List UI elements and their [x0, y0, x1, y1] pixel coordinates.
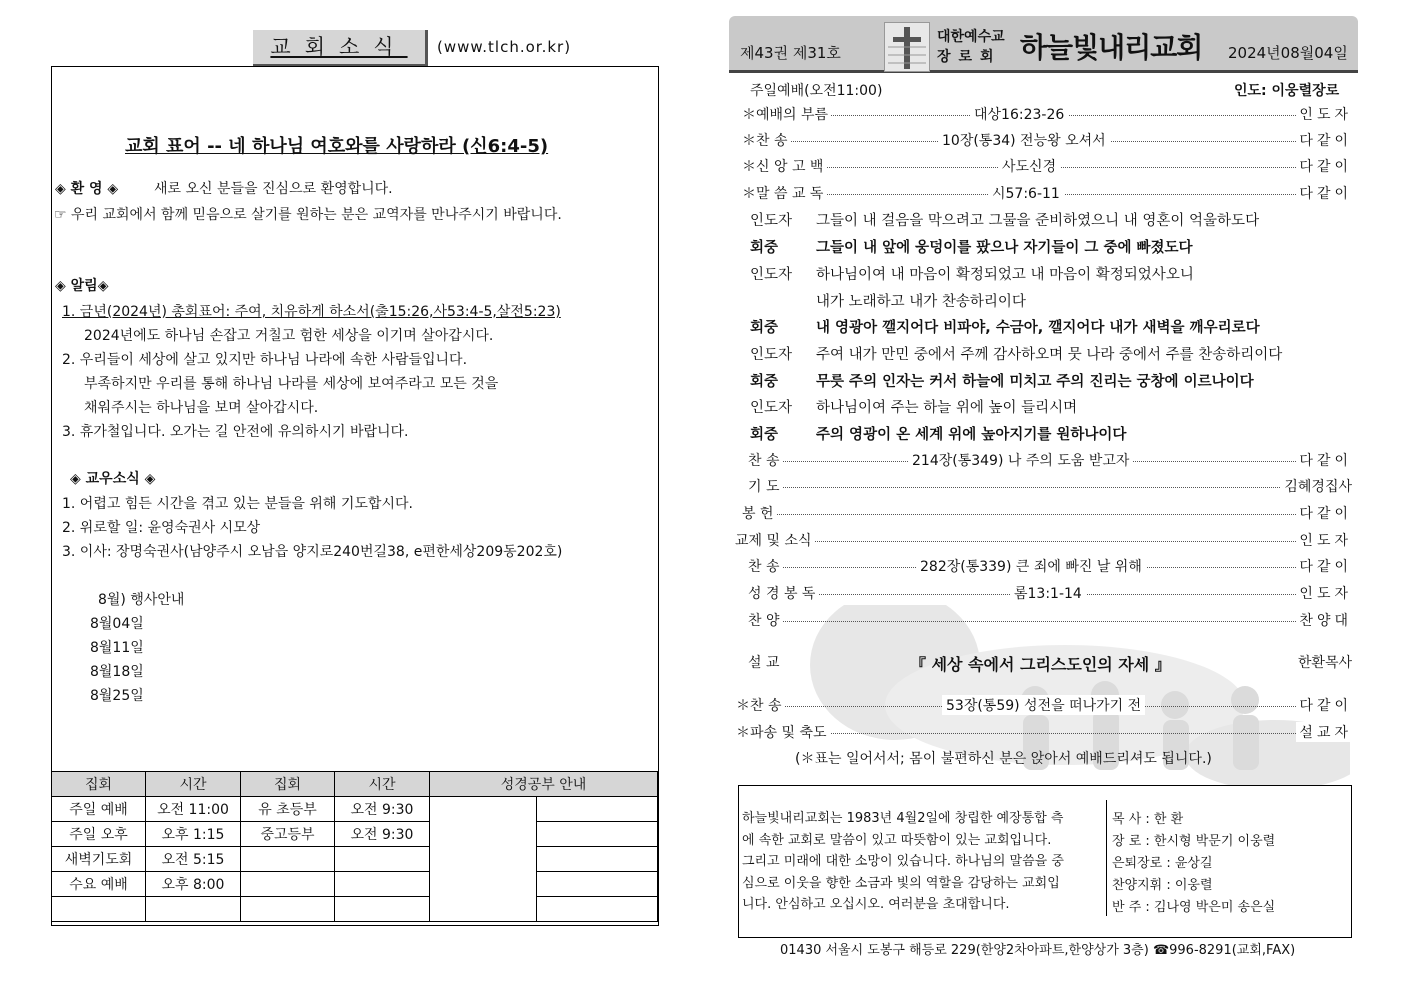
worship-order-row — [748, 450, 1352, 470]
table-cell — [52, 897, 146, 922]
table-cell: 주일 오후 — [52, 822, 146, 847]
table-cell — [335, 872, 430, 897]
intro-line: 그리고 미래에 대한 소망이 있습니다. 하나님의 말씀을 중 — [742, 854, 1064, 869]
notice-item: 부족하지만 우리를 통해 하나님 나라를 세상에 보여주라고 모든 것을 — [84, 376, 499, 392]
order-label: 기 도 — [748, 476, 783, 496]
table-cell — [335, 847, 430, 872]
column-header: 시간 — [146, 772, 241, 797]
order-person: 인도자 — [1296, 530, 1352, 550]
order-content: 10장(통34) 전능왕 오셔서 — [938, 130, 1110, 150]
service-leader: 인도: 이웅렬장로 — [1234, 83, 1340, 99]
bible-study-cell — [537, 822, 658, 847]
intro-line: 하늘빛내리교회는 1983년 4월2일에 창립한 예장통합 측 — [742, 811, 1064, 826]
order-content: 282장(통339) 큰 죄에 빠진 날 위해 — [916, 556, 1146, 576]
table-row — [52, 797, 658, 822]
events-heading: 8월) 행사안내 — [98, 592, 185, 608]
staff-line: 목 사 : 한 환 — [1112, 812, 1184, 827]
responsive-line — [750, 290, 1026, 311]
worship-order-row — [748, 476, 1352, 496]
table-cell: 유 초등부 — [241, 797, 335, 822]
order-label: 성 경 봉 독 — [748, 583, 818, 603]
denomination-line-1: 대한예수교 — [937, 29, 1005, 45]
table-row — [52, 822, 658, 847]
preacher: 한환목사 — [1297, 655, 1352, 671]
reader-role: 회중 — [750, 427, 779, 443]
standing-note: (＊표는 일어서서; 몸이 불편하신 분은 앉아서 예배드리셔도 됩니다.) — [795, 751, 1212, 767]
order-person: 다같이 — [1296, 130, 1352, 150]
church-introduction — [742, 808, 1100, 916]
order-person: 인도자 — [1296, 583, 1352, 603]
table-header-row — [52, 772, 658, 797]
sermon-title: 『 세상 속에서 그리스도인의 자세 』 — [910, 655, 1171, 674]
intro-line: 니다. 안심하고 오십시오. 여러분을 초대합니다. — [742, 897, 1010, 912]
order-label: 찬 송 — [748, 450, 783, 470]
column-header: 집회 — [241, 772, 335, 797]
member-news-item: 1. 어렵고 힘든 시간을 겪고 있는 분들을 위해 기도합시다. — [62, 496, 413, 512]
table-row — [52, 872, 658, 897]
notice-item: 채워주시는 하나님을 보며 살아갑시다. — [84, 400, 319, 416]
reading-text: 그들이 내 걸음을 막으려고 그물을 준비하였으니 내 영혼이 억울하도다 — [816, 213, 1260, 229]
bible-study-cell — [430, 797, 537, 922]
bible-study-cell — [537, 797, 658, 822]
responsive-line — [750, 209, 1259, 230]
order-content: 롬13:1-14 — [1010, 583, 1086, 603]
order-content: 사도신경 — [998, 156, 1060, 176]
worship-order-row — [742, 156, 1352, 176]
order-label: 봉 헌 — [742, 503, 777, 523]
staff-line: 찬양지휘 : 이웅렬 — [1112, 878, 1213, 893]
intro-line: 심으로 이웃을 향한 소금과 빛의 역할을 감당하는 교회입 — [742, 875, 1060, 891]
order-content: 시57:6-11 — [988, 183, 1064, 203]
volume-number: 제43권 제31호 — [740, 44, 841, 62]
sermon-row — [748, 652, 1352, 672]
table-cell: 오전 9:30 — [335, 797, 430, 822]
responsive-line — [750, 396, 1077, 417]
order-content: 53장(통59) 성전을 떠나가기 전 — [942, 695, 1145, 715]
reading-text: 그들이 내 앞에 웅덩이를 팠으나 자기들이 그 중에 빠졌도다 — [816, 240, 1193, 256]
bible-study-cell — [537, 872, 658, 897]
order-person: 김혜경집사 — [1281, 476, 1352, 496]
member-news-item: 3. 이사: 장명숙권사(남양주시 오남읍 양지로240번길38, e편한세상209동202호) — [62, 544, 563, 560]
table-cell — [146, 897, 241, 922]
table-cell — [241, 847, 335, 872]
church-url: (www.tlch.or.kr) — [437, 38, 572, 56]
order-label: 찬 양 — [748, 610, 783, 630]
order-label: 찬 송 — [748, 556, 783, 576]
welcome-note: ☞ 우리 교회에서 함께 믿음으로 살기를 원하는 분은 교역자를 만나주시기 바랍니다. — [54, 207, 562, 223]
worship-order-row — [748, 583, 1352, 603]
notice-heading: ◈ 알림◈ — [55, 278, 109, 294]
reading-text: 하나님이여 내 마음이 확정되었고 내 마음이 확정되었사오니 — [816, 267, 1194, 283]
reader-role: 회중 — [750, 320, 779, 336]
reader-role: 인도자 — [750, 213, 793, 229]
staff-line: 은퇴장로 : 윤상길 — [1112, 856, 1213, 871]
table-cell — [241, 872, 335, 897]
header-divider — [729, 70, 1358, 73]
reader-role: 인도자 — [750, 347, 793, 363]
table-cell: 중고등부 — [241, 822, 335, 847]
order-label: 교제 및 소식 — [735, 530, 815, 550]
table-cell: 오후 8:00 — [146, 872, 241, 897]
denomination-line-2: 장로회 — [937, 49, 1002, 65]
order-person: 찬양대 — [1296, 610, 1352, 630]
worship-order-row — [736, 722, 1352, 742]
order-label: ＊찬 송 — [736, 695, 785, 715]
order-person: 다같이 — [1296, 503, 1352, 523]
cross-icon — [885, 23, 929, 71]
reading-text: 주의 영광이 온 세계 위에 높아지기를 원하나이다 — [816, 427, 1127, 443]
worship-order-row — [735, 530, 1352, 550]
reader-role: 회중 — [750, 374, 779, 390]
table-cell: 오전 5:15 — [146, 847, 241, 872]
order-content: 대상16:23-26 — [970, 104, 1068, 124]
worship-order-row — [742, 183, 1352, 203]
responsive-line — [750, 370, 1254, 391]
church-address: 01430 서울시 도봉구 해등로 229(한양2차아파트,한양상가 3층) ☎996-8291(교회,FAX) — [780, 943, 1296, 958]
worship-order-row — [742, 104, 1352, 124]
table-cell: 오전 9:30 — [335, 822, 430, 847]
responsive-line — [750, 343, 1282, 364]
order-person: 설교자 — [1296, 722, 1352, 742]
reading-text: 내 영광아 깰지어다 비파야, 수금아, 깰지어다 내가 새벽을 깨우리로다 — [816, 320, 1260, 336]
welcome-heading: ◈ 환 영 ◈ — [55, 181, 119, 197]
worship-order-row — [742, 130, 1352, 150]
bulletin-date: 2024년08월04일 — [1228, 44, 1348, 62]
order-label: 설 교 — [748, 655, 780, 671]
event-date: 8월25일 — [90, 688, 144, 704]
table-cell: 수요 예배 — [52, 872, 146, 897]
bible-study-cell — [537, 847, 658, 872]
table-cell: 오후 1:15 — [146, 822, 241, 847]
table-cell: 오전 11:00 — [146, 797, 241, 822]
notice-item: 1. 금년(2024년) 총회표어: 주여, 치유하게 하소서(출15:26,사53:4-5,살전5:23) — [62, 304, 561, 320]
staff-line: 반 주 : 김나영 박은미 송은실 — [1112, 900, 1276, 915]
reading-text: 무릇 주의 인자는 커서 하늘에 미치고 주의 진리는 궁창에 이르나이다 — [816, 374, 1254, 390]
reading-text: 주여 내가 만민 중에서 주께 감사하오며 뭇 나라 중에서 주를 찬송하리이다 — [816, 347, 1283, 363]
order-label: ＊신 앙 고 백 — [742, 156, 826, 176]
column-header: 시간 — [335, 772, 430, 797]
reading-text: 내가 노래하고 내가 찬송하리이다 — [816, 294, 1026, 310]
reader-role: 인도자 — [750, 400, 793, 416]
reading-text: 하나님이여 주는 하늘 위에 높이 들리시며 — [816, 400, 1078, 416]
worship-order-row — [736, 695, 1352, 715]
order-label: ＊말 씀 교 독 — [742, 183, 826, 203]
bible-study-cell — [537, 897, 658, 922]
staff-line: 장 로 : 한시형 박문기 이웅렬 — [1112, 834, 1276, 849]
order-label: ＊찬 송 — [742, 130, 791, 150]
order-person: 인도자 — [1296, 104, 1352, 124]
church-name: 하늘빛내리교회 — [1020, 31, 1203, 64]
worship-order-row — [748, 556, 1352, 576]
reader-role: 인도자 — [750, 267, 793, 283]
order-person: 다같이 — [1296, 156, 1352, 176]
responsive-line — [750, 236, 1193, 257]
member-news-heading: ◈ 교우소식 ◈ — [70, 471, 156, 487]
table-cell — [335, 897, 430, 922]
event-date: 8월04일 — [90, 616, 144, 632]
notice-item: 2. 우리들이 세상에 살고 있지만 하나님 나라에 속한 사람들입니다. — [62, 352, 468, 368]
meeting-schedule-table — [51, 771, 658, 922]
event-date: 8월11일 — [90, 640, 144, 656]
notice-item: 3. 휴가철입니다. 오가는 길 안전에 유의하시기 바랍니다. — [62, 424, 409, 440]
order-person: 다같이 — [1296, 183, 1352, 203]
notice-item: 2024년에도 하나님 손잡고 거칠고 험한 세상을 이기며 살아갑시다. — [84, 328, 494, 344]
order-label: ＊파송 및 축도 — [736, 722, 830, 742]
responsive-line — [750, 263, 1194, 284]
responsive-line — [750, 316, 1260, 337]
worship-order-row — [742, 503, 1352, 523]
event-date: 8월18일 — [90, 664, 144, 680]
service-title: 주일예배(오전11:00) — [750, 83, 883, 99]
cross-logo — [884, 22, 930, 72]
order-content: 214장(통349) 나 주의 도움 받고자 — [908, 450, 1133, 470]
order-person: 다같이 — [1296, 695, 1352, 715]
table-row — [52, 897, 658, 922]
table-row — [52, 847, 658, 872]
reader-role: 회중 — [750, 240, 779, 256]
order-person: 다같이 — [1296, 450, 1352, 470]
intro-line: 에 속한 교회로 말씀이 있고 따뜻함이 있는 교회입니다. — [742, 832, 1052, 848]
news-section-title: 교회소식 — [253, 30, 428, 67]
table-cell: 주일 예배 — [52, 797, 146, 822]
order-person: 다같이 — [1296, 556, 1352, 576]
info-divider — [1106, 800, 1107, 916]
responsive-line — [750, 423, 1126, 444]
welcome-text: 새로 오신 분들을 진심으로 환영합니다. — [154, 181, 393, 197]
table-cell: 새벽기도회 — [52, 847, 146, 872]
column-header: 집회 — [52, 772, 146, 797]
table-cell — [241, 897, 335, 922]
church-motto: 교회 표어 -- 네 하나님 여호와를 사랑하라 (신6:4-5) — [125, 136, 549, 157]
order-label: ＊예배의 부름 — [742, 104, 831, 124]
worship-order-row — [748, 610, 1352, 630]
column-header: 성경공부 안내 — [430, 772, 658, 797]
member-news-item: 2. 위로할 일: 윤영숙권사 시모상 — [62, 520, 261, 536]
